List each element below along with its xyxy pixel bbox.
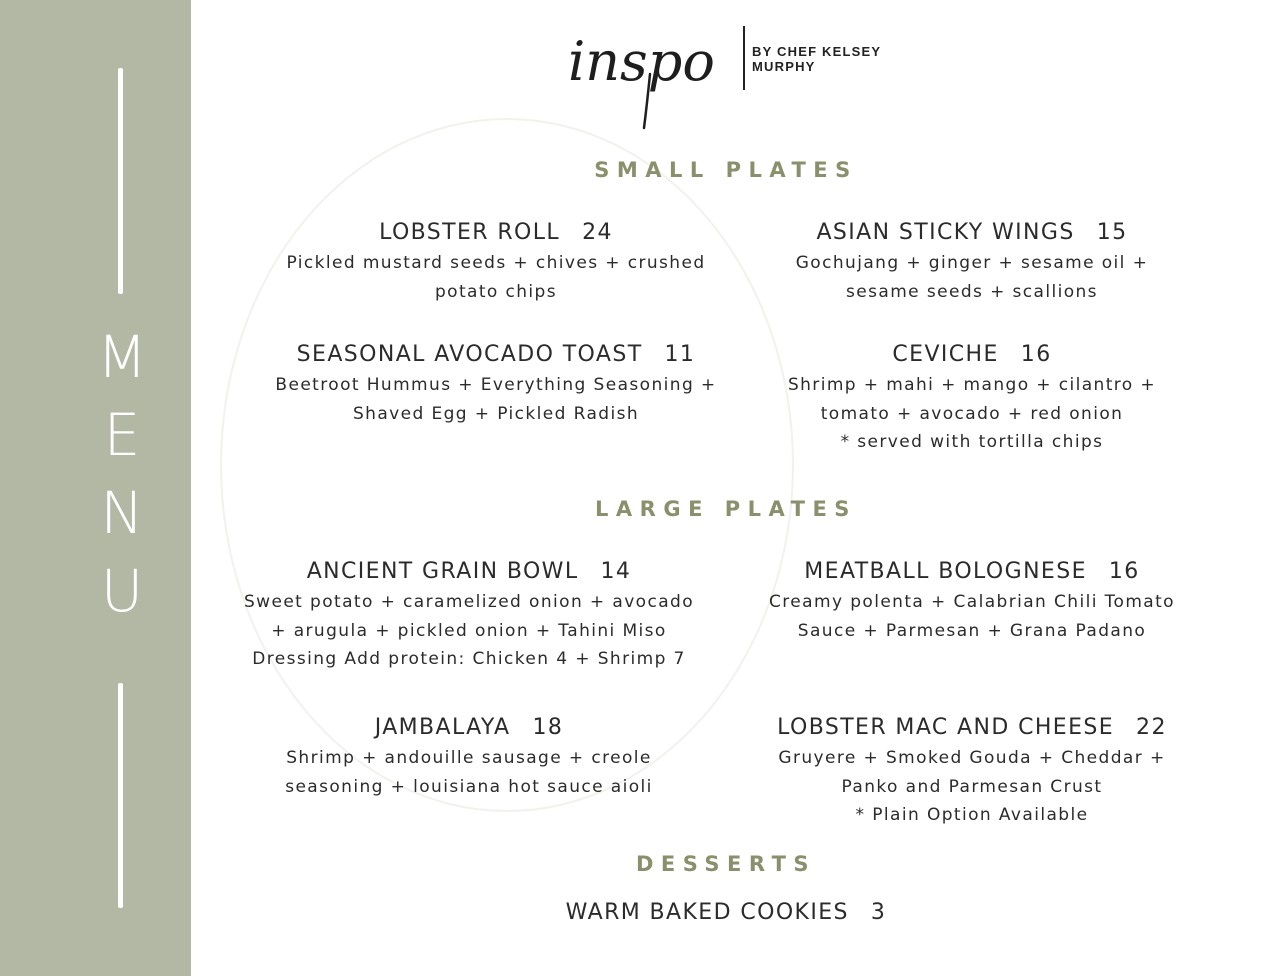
description-line: * served with tortilla chips	[840, 432, 1104, 452]
sidebar-letter: N	[100, 479, 144, 547]
menu-item-name: JAMBALAYA	[374, 715, 511, 740]
section-title-small-plates: SMALL PLATES	[594, 158, 858, 182]
menu-item-name: CEVICHE	[892, 342, 999, 367]
menu-item-price: 24	[582, 220, 613, 245]
menu-item-price: 18	[532, 715, 564, 740]
menu-item-name: WARM BAKED COOKIES	[565, 900, 849, 925]
menu-item-warm-baked-cookies	[420, 898, 1032, 928]
menu-item-title	[420, 898, 1032, 928]
description-line: Shrimp + andouille sausage + creole	[286, 748, 652, 768]
menu-item-price: 3	[870, 900, 887, 925]
menu-item-lobster-roll	[256, 218, 736, 306]
menu-item-description	[236, 588, 702, 674]
sidebar-letter: E	[103, 401, 141, 469]
description-line: + arugula + pickled onion + Tahini Miso	[271, 620, 667, 641]
menu-item-description	[256, 249, 736, 306]
menu-item-asian-sticky-wings	[752, 218, 1192, 306]
menu-item-name: SEASONAL AVOCADO TOAST	[296, 342, 643, 367]
logo-divider	[743, 26, 745, 90]
menu-item-title	[752, 218, 1192, 248]
description-line: Shaved Egg + Pickled Radish	[352, 403, 640, 424]
description-line: Sweet potato + caramelized onion + avocado	[243, 592, 695, 612]
menu-item-title	[752, 713, 1192, 743]
menu-item-price: 16	[1020, 342, 1052, 367]
description-line: Dressing Add protein: Chicken 4 + Shrimp 7	[252, 649, 686, 669]
menu-item-seasonal-avocado-toast	[256, 340, 736, 428]
sidebar-letter: M	[96, 323, 148, 391]
logo-byline-line-1: BY CHEF KELSEY	[752, 44, 882, 59]
menu-item-title	[236, 713, 702, 743]
sidebar-divider-bottom	[118, 683, 123, 908]
menu-item-description	[752, 249, 1192, 306]
inspo-script-logo	[566, 24, 738, 134]
description-line: * Plain Option Available	[855, 805, 1089, 825]
menu-item-price: 22	[1136, 715, 1167, 740]
menu-item-price: 16	[1108, 559, 1140, 584]
description-line: seasoning + louisiana hot sauce aioli	[285, 776, 653, 797]
description-line: Gochujang + ginger + sesame oil +	[795, 253, 1149, 273]
description-line: Shrimp + mahi + mango + cilantro +	[787, 375, 1157, 395]
menu-item-description	[236, 744, 702, 801]
menu-item-title	[236, 557, 702, 587]
menu-item-title	[752, 557, 1192, 587]
menu-item-title	[256, 218, 736, 248]
description-line: sesame seeds + scallions	[846, 281, 1098, 302]
logo-byline	[752, 44, 902, 74]
menu-item-price: 14	[600, 559, 632, 584]
menu-item-jambalaya	[236, 713, 702, 801]
menu-item-description	[752, 588, 1192, 645]
section-title-desserts: DESSERTS	[635, 852, 817, 876]
description-line: Sauce + Parmesan + Grana Padano	[797, 620, 1147, 641]
menu-item-name: ANCIENT GRAIN BOWL	[306, 559, 579, 584]
menu-item-description	[752, 744, 1192, 830]
menu-item-description	[256, 371, 736, 428]
svg-text:inspo: inspo	[568, 30, 715, 93]
menu-item-name: MEATBALL BOLOGNESE	[804, 559, 1087, 584]
description-line: Gruyere + Smoked Gouda + Cheddar +	[778, 748, 1166, 768]
menu-item-price: 15	[1096, 220, 1128, 245]
menu-sidebar	[0, 0, 191, 976]
sidebar-menu-word	[70, 318, 174, 630]
description-line: Pickled mustard seeds + chives + crushed	[286, 253, 706, 273]
section-title-large-plates: LARGE PLATES	[595, 497, 857, 521]
description-line: Creamy polenta + Calabrian Chili Tomato	[769, 592, 1175, 612]
menu-item-title	[752, 340, 1192, 370]
menu-item-lobster-mac-and-cheese	[752, 713, 1192, 830]
menu-item-ancient-grain-bowl	[236, 557, 702, 674]
menu-item-price: 11	[664, 342, 696, 367]
logo-byline-line-2: MURPHY	[752, 59, 816, 74]
sidebar-divider-top	[118, 68, 123, 294]
description-line: potato chips	[434, 281, 558, 302]
menu-item-name: LOBSTER ROLL	[379, 220, 561, 245]
sidebar-letter: U	[100, 557, 144, 625]
menu-item-name: ASIAN STICKY WINGS	[816, 220, 1075, 245]
menu-item-description	[752, 371, 1192, 457]
description-line: Beetroot Hummus + Everything Seasoning +	[275, 375, 717, 395]
description-line: tomato + avocado + red onion	[820, 403, 1124, 424]
menu-item-title	[256, 340, 736, 370]
menu-item-ceviche	[752, 340, 1192, 457]
menu-item-meatball-bolognese	[752, 557, 1192, 645]
description-line: Panko and Parmesan Crust	[841, 776, 1103, 797]
menu-item-name: LOBSTER MAC AND CHEESE	[777, 715, 1115, 740]
